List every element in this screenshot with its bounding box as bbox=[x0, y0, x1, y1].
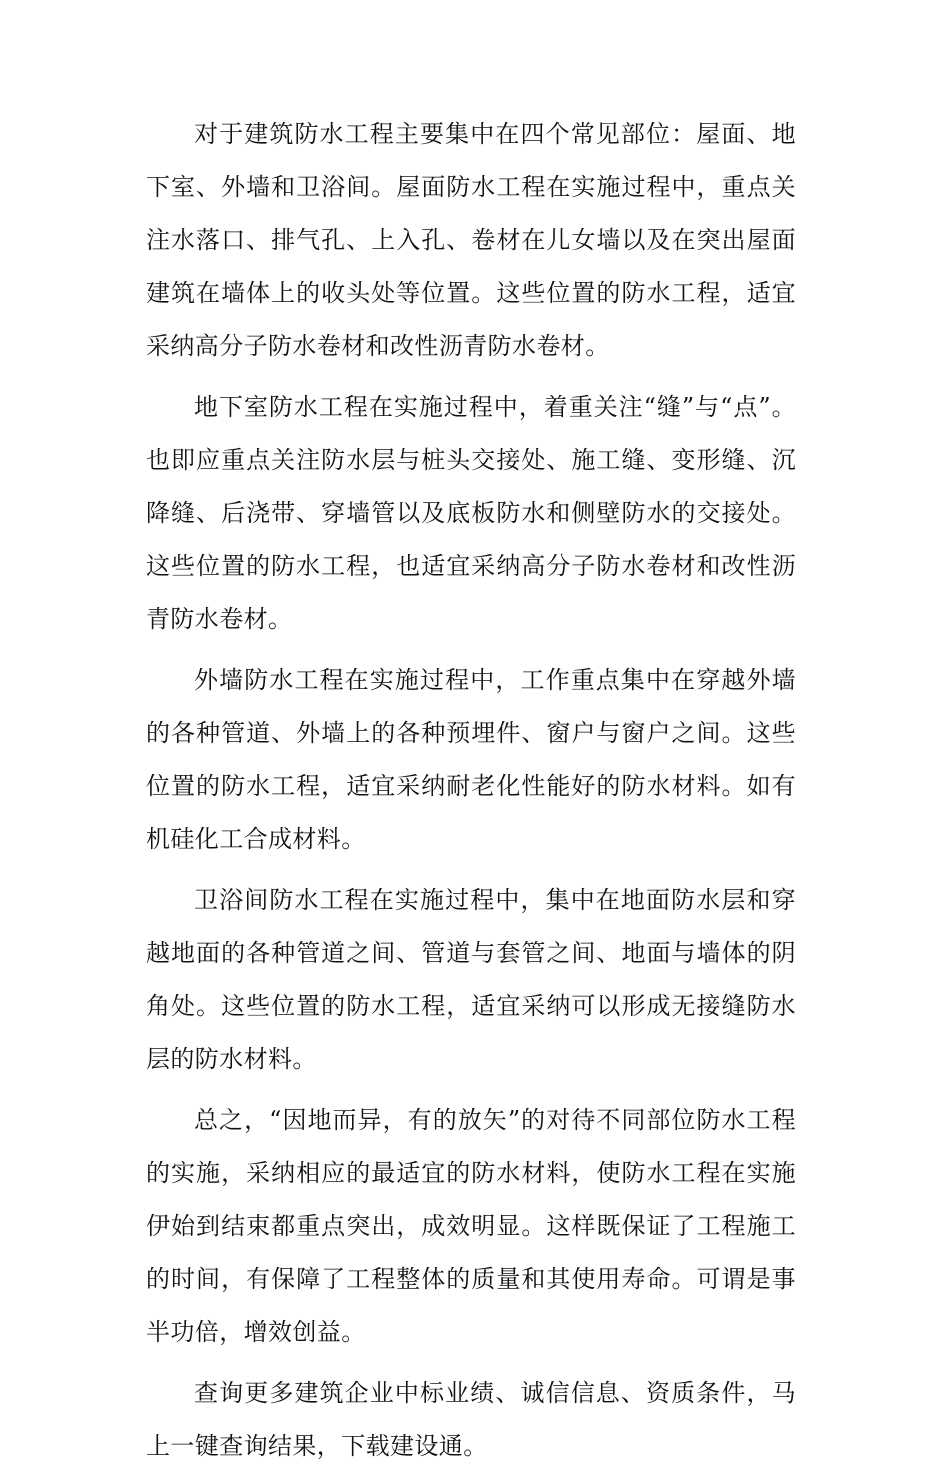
document-body bbox=[146, 108, 796, 1481]
paragraph-basement: 地下室防水工程在实施过程中，着重关注“缝”与“点”。也即应重点关注防水层与桩头交接处、施工缝、变形缝、沉降缝、后浇带、穿墙管以及底板防水和侧壁防水的交接处。这些位置的防水工程，也适宜采纳高分子防水卷材和改性沥青防水卷材。 bbox=[146, 393, 796, 633]
paragraph-promo: 查询更多建筑企业中标业绩、诚信信息、资质条件，马上一键查询结果，下载建设通。 bbox=[146, 1379, 796, 1460]
paragraph-exterior-wall: 外墙防水工程在实施过程中，工作重点集中在穿越外墙的各种管道、外墙上的各种预埋件、窗户与窗户之间。这些位置的防水工程，适宜采纳耐老化性能好的防水材料。如有机硅化工合成材料。 bbox=[146, 666, 796, 853]
paragraph-bathroom: 卫浴间防水工程在实施过程中，集中在地面防水层和穿越地面的各种管道之间、管道与套管之间、地面与墙体的阴角处。这些位置的防水工程，适宜采纳可以形成无接缝防水层的防水材料。 bbox=[146, 886, 796, 1073]
paragraph-summary: 总之，“因地而异，有的放矢”的对待不同部位防水工程的实施，采纳相应的最适宜的防水材料，使防水工程在实施伊始到结束都重点突出，成效明显。这样既保证了工程施工的时间，有保障了工程整体的质量和其使用寿命。可谓是事半功倍，增效创益。 bbox=[146, 1106, 796, 1346]
paragraph-roof: 对于建筑防水工程主要集中在四个常见部位：屋面、地下室、外墙和卫浴间。屋面防水工程在实施过程中，重点关注水落口、排气孔、上入孔、卷材在儿女墙以及在突出屋面建筑在墙体上的收头处等位置。这些位置的防水工程，适宜采纳高分子防水卷材和改性沥青防水卷材。 bbox=[146, 120, 796, 360]
